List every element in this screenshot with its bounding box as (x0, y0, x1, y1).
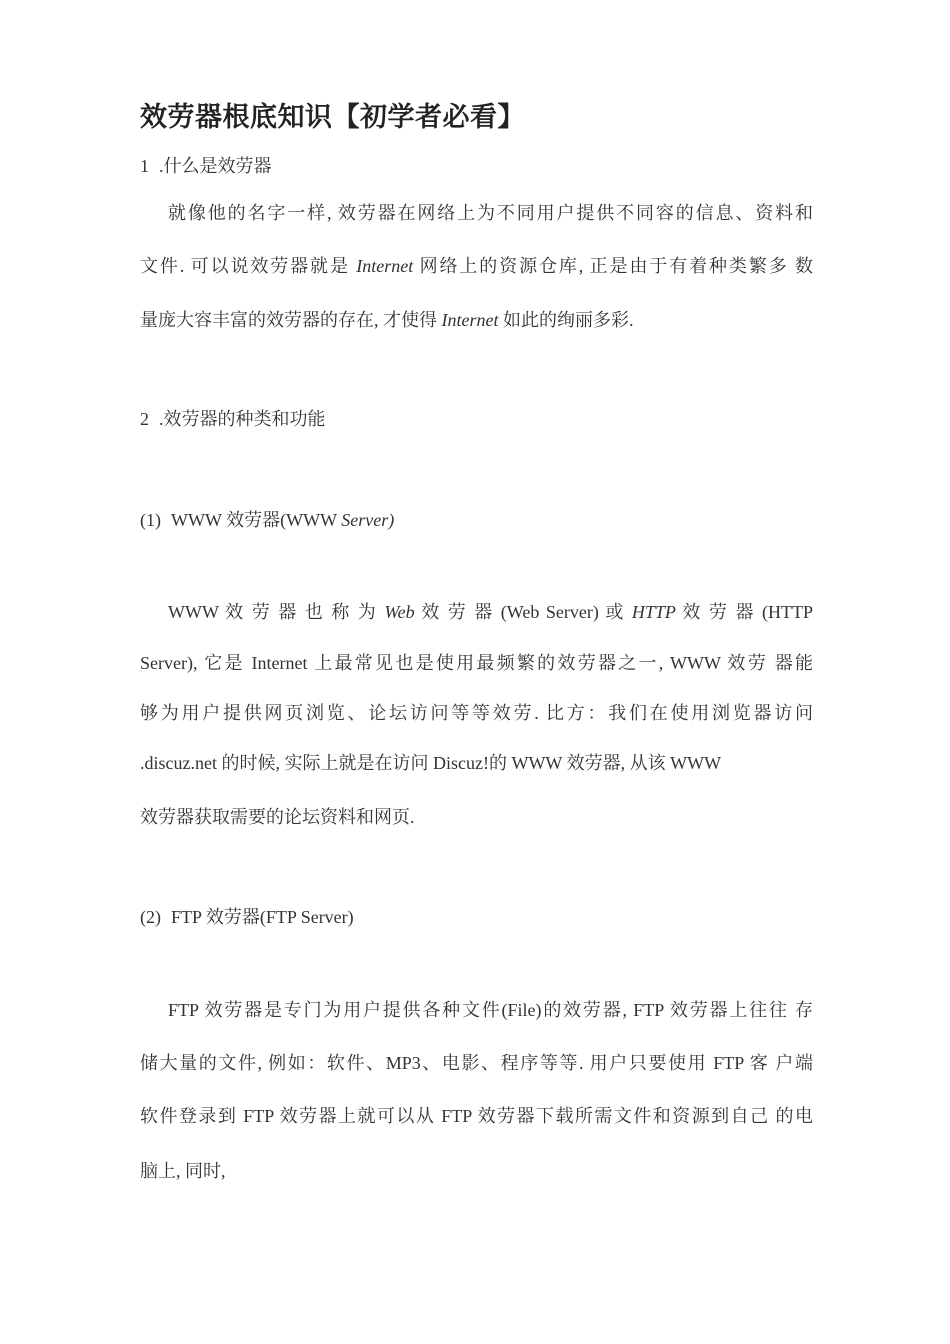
paragraph-line: 效劳器获取需要的论坛资料和网页. (140, 807, 415, 827)
section-title: .效劳器的种类和功能 (159, 409, 326, 429)
text-run: 文件. 可以说效劳器就是 (140, 256, 357, 276)
paragraph-line: 够为用户提供网页浏览、论坛访问等等效劳. 比方：我们在使用浏览器访问 (140, 703, 813, 723)
text-run: 如此的绚丽多彩. (498, 310, 634, 330)
paragraph-line: 储大量的文件, 例如：软件、MP3、电影、程序等等. 用户只要使用 FTP 客 户端 (140, 1053, 813, 1073)
paragraph-line (168, 600, 813, 624)
subsection-number: (1) (140, 510, 161, 530)
emphasis-text: Internet (441, 310, 499, 330)
emphasis-text: HTTP (631, 602, 676, 622)
subsection-number: (2) (140, 907, 161, 927)
text-run: 网络上的资源仓库, 正是由于有着种类繁多 数 (413, 256, 813, 276)
section-title: .什么是效劳器 (159, 156, 272, 176)
subsection-2-heading (140, 905, 354, 929)
section-1-heading (140, 154, 272, 178)
section-number: 1 (140, 156, 149, 176)
paragraph-line: Server), 它是 Internet 上最常见也是使用最频繁的效劳器之一, WWW 效劳 器能 (140, 653, 813, 673)
paragraph-line: 软件登录到 FTP 效劳器上就可以从 FTP 效劳器下载所需文件和资源到自己 的电 (140, 1106, 813, 1126)
emphasis-text: Internet (356, 256, 414, 276)
text-run: WWW 效 劳 器 也 称 为 (168, 602, 385, 622)
section-title: FTP 效劳器(FTP Server) (171, 907, 354, 927)
emphasis-text: Web (384, 602, 415, 622)
emphasis-text: Server) (341, 510, 395, 530)
paragraph-line: 就像他的名字一样, 效劳器在网络上为不同用户提供不同容的信息、资料和 (168, 203, 813, 223)
text-run: 效 劳 器 (Web Server) 或 (414, 602, 632, 622)
text-run: 效 劳 器 (HTTP (675, 602, 813, 622)
subsection-1-heading (140, 508, 394, 532)
text-run: WWW 效劳器(WWW (171, 510, 342, 530)
paragraph-line (140, 308, 633, 332)
paragraph-line: .discuz.net 的时候, 实际上就是在访问 Discuz!的 WWW 效劳器, 从该 WWW (140, 753, 722, 773)
section-2-heading (140, 407, 326, 431)
section-number: 2 (140, 409, 149, 429)
document-title: 效劳器根底知识【初学者必看】 (140, 102, 525, 132)
paragraph-line (140, 254, 813, 278)
paragraph-line: 脑上, 同时, (140, 1161, 226, 1181)
text-run: 量庞大容丰富的效劳器的存在, 才使得 (140, 310, 442, 330)
paragraph-line: FTP 效劳器是专门为用户提供各种文件(File)的效劳器, FTP 效劳器上往往 存 (168, 1000, 813, 1020)
